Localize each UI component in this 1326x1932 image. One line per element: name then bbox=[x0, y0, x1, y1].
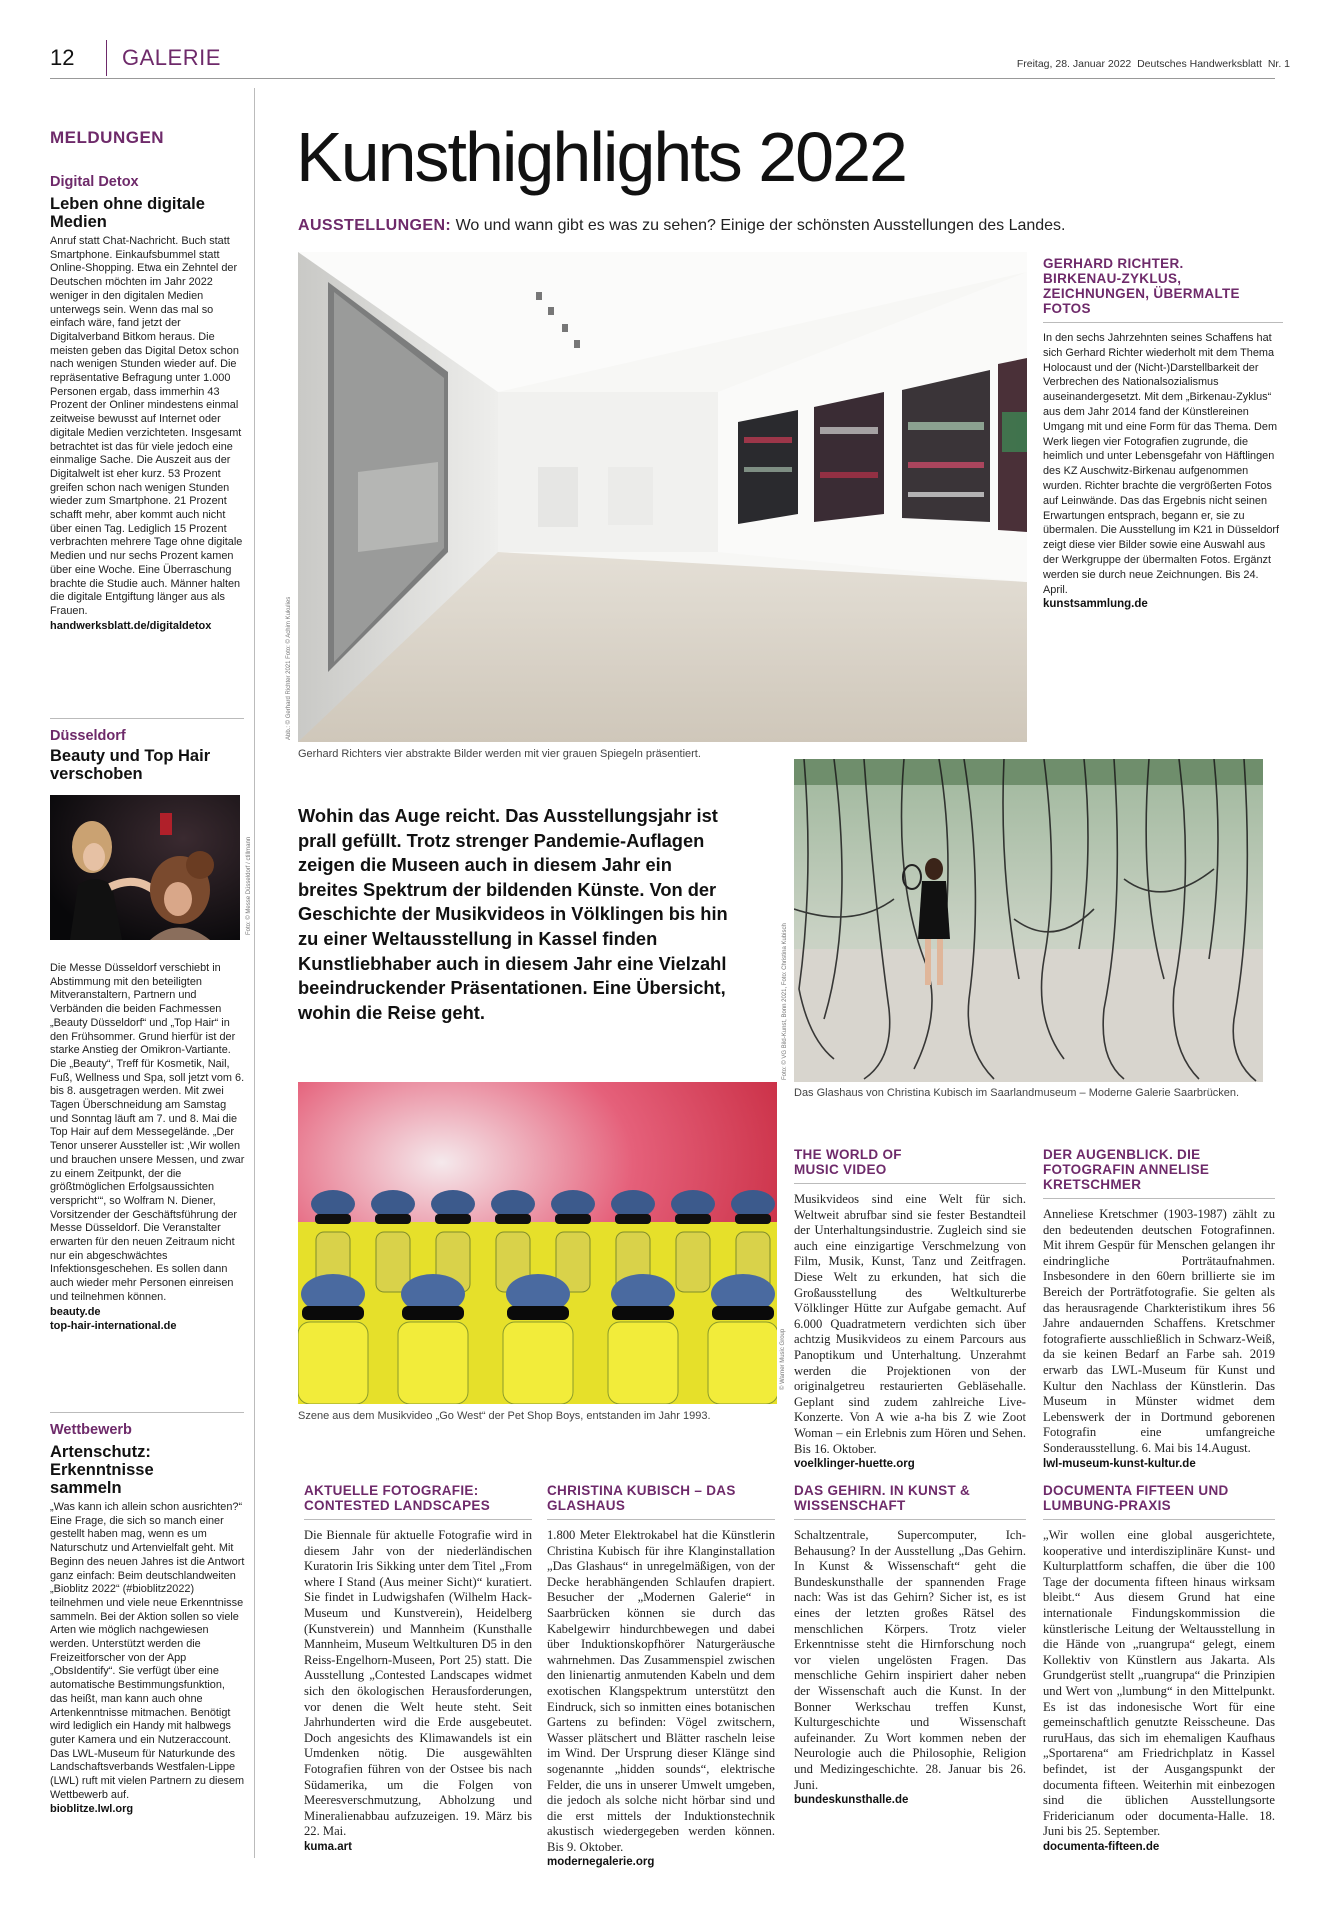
news-item-digital-detox bbox=[50, 174, 245, 633]
intro-text: Wohin das Auge reicht. Das Ausstellungsjahr ist prall gefüllt. Trotz strenger Pandemie-Auflagen zeigen die Museen auch in diesem Jahr ein breites Spektrum der bildenden Künste. Von der Geschichte der Musikvideos in Völklingen bis hin zu einer Weltausstellung in Kassel finden Kunstliebhaber auch in diesem Jahr eine Vielzahl beeindruckender Präsentationen. Eine Übersicht, wohin die Reise geht. bbox=[298, 805, 728, 1023]
richter-gallery-image bbox=[298, 252, 1027, 742]
sidebar-title: MELDUNGEN bbox=[50, 128, 165, 147]
beauty-photo bbox=[50, 795, 240, 940]
article-body: Musikvideos sind eine Welt für sich. Weltweit abrufbar sind sie fester Bestandteil der Unterhaltungsindustrie. Zugleich sind sie auch eine einzigartige Verschmelzung von Film, Musik, Kunst, Tanz und Zeitfragen. Diese Welt zu erkunden, hat sich die Großausstellung des Weltkulturerbe Völklinger Hütte zur Aufgabe gemacht. Auf 6.000 Quadratmetern verdichten sich über achtzig Musikvideos zu einem Parcours aus Panoptikum und Unterhaltung. Unzerahmt werden die Projektionen von der originalgetreu restaurierten Gebläsehalle. Geplant sind zudem zahlreiche Live-Konzerte. Von A wie a-ha bis Z wie Zoot Woman – ein Erlebnis zum Hören und Sehen. Bis 16. Oktober. bbox=[794, 1192, 1026, 1456]
article-heading: DAS GEHIRN. IN KUNST & WISSENSCHAFT bbox=[794, 1483, 971, 1513]
hairdresser-image bbox=[50, 795, 240, 940]
article-body: In den sechs Jahrzehnten seines Schaffens hat sich Gerhard Richter wiederholt mit dem Thema Holocaust und der (Nicht-)Darstellbarkeit der Verbrechen des Nationalsozialismus auseinandergesetzt. Mit dem „Birkenau-Zyklus“ aus dem Jahr 2014 fand der Künstlereinen Umgang mit und eine Form für das Thema. Dem Werk liegen vier Fotografien zugrunde, die heimlich und unter Lebensgefahr von Häftlingen des KZ Auschwitz-Birkenau aufgenommen wurden. Richter brachte die vergrößerten Fotos auf Leinwände. Das das Ergebnis nicht seinen Erwartungen entsprach, begann er, sie zu übermalen. Die Ausstellung im K21 in Düsseldorf zeigt diese vier Bilder sowie eine Auswahl aus der Werkgruppe der übermalten Fotos. Ergänzt werden sie durch neue Zeichnungen. Bis 24. April. bbox=[1043, 332, 1280, 596]
news-link[interactable]: handwerksblatt.de/digitaldetox bbox=[50, 619, 212, 632]
news-kicker: Düsseldorf bbox=[50, 728, 126, 744]
article-heading-rule bbox=[1043, 1198, 1275, 1199]
article-heading: GERHARD RICHTER. BIRKENAU-ZYKLUS, ZEICHNUNGEN, ÜBERMALTE FOTOS bbox=[1043, 256, 1240, 316]
beauty-photo-credit: Foto: © Messe Düsseldorf / ctillmann bbox=[246, 836, 252, 935]
section-title: GALERIE bbox=[122, 45, 221, 70]
article-body: „Wir wollen eine global ausgerichtete, kooperative und interdisziplinäre Kunst- und Kulturplattform schaffen, die über die 100 Tage der documenta fifteen hinaus wirksam bleibt.“ Aus diesem Grund hat eine internationale Findungskommission die künstlerische Leitung der Weltausstellung in die Hände von „ruangrupa“ gelegt, einem Kollektiv von Künstlern aus Jakarta. Als Grundgerüst stellt „ruangrupa“ die Prinzipien und Wert von „lumbung“ in den Mittelpunkt. Es ist das indonesische Wort für eine gemeinschaftlich genutzte Reisscheune. Das ruruHaus, das sich im ehemaligen Kaufhaus „Sportarena“ am Friedrichplatz in Kassel befindet, ist der Ausgangspunkt der documenta fifteen. Weiterhin mit einbezogen sind die üblichen Ausstellungsorte Fridericianum oder documenta-Halle. 18. Juni bis 25. September. bbox=[1043, 1528, 1275, 1839]
article-body: 1.800 Meter Elektrokabel hat die Künstlerin Christina Kubisch für ihre Klanginstallation „Das Glashaus“ in unregelmäßigen, von der Decke herabhängenden Schlaufen drapiert. Besucher der „Modernen Galerie“ in Saarbrücken können sie durch das Kabelgewirr hindurchbewegen und dabei über Induktionskopfhörer Naturgeräusche wahrnehmen. Das Zusammenspiel zwischen den linienartig anmutenden Kabeln und dem exotischen Klangspektrum unterstützt den Eindruck, sich so inmitten eines botanischen Gartens zu befinden: Vögel zwitschern, Wasser plätschert und Blätter rascheln leise im Wind. Der Ursprung dieser Klänge sind sogenannte „hidden sounds“, elektrische Felder, die uns in unserer Umwelt umgeben, die jedoch als solche nicht hörbar sind und die erst mittels der Induktionstechnik akustisch wiedergegeben werden können. Bis 9. Oktober. bbox=[547, 1528, 775, 1854]
news-kicker: Wettbewerb bbox=[50, 1422, 132, 1438]
page-number: 12 bbox=[50, 45, 75, 70]
article-documenta bbox=[1043, 1483, 1275, 1854]
news-headline: Beauty und Top Hair verschoben bbox=[50, 747, 211, 783]
glashaus-photo bbox=[794, 759, 1263, 1082]
header-rule bbox=[50, 78, 1275, 79]
dateline: Freitag, 28. Januar 2022 Deutsches Handwerksblatt Nr. 1 bbox=[1016, 58, 1290, 70]
gowest-photo-credit: © Warner Music Group bbox=[780, 1328, 786, 1390]
news-body: Die Messe Düsseldorf verschiebt in Abstimmung mit den beteiligten Mitveranstaltern, Partnern und Verbänden die beiden Fachmessen „Beauty Düsseldorf“ und „Top Hair“ in den Frühsommer. Grund hierfür ist der starke Anstieg der Omikron-Vartiante. Die „Beauty“, Treff für Kosmetik, Nail, Fuß, Wellness und Spa, soll jetzt vom 6. bis 8. ausgetragen werden. Mit zwei Tagen Überschneidung am Samstag und Sonntag läuft am 7. und 8. Mai die Top Hair auf dem Messegelände. „Der Tenor unserer Aussteller ist: ‚Wir wollen und brauchen unsere Messen, und zwar zu einem Zeitpunkt, der die größtmöglichen Erfolgsaussichten verspricht‘“, so Wolfram N. Diener, Vorsitzender der Geschäftsführung der Messe Düsseldorf. Die Veranstalter erwarten für den neuen Zeitraum nicht nur ein abgeschwächtes Infektionsgeschehen. Es sollen dann auch wieder mehr Personen einreisen und teilnehmen können. bbox=[50, 962, 245, 1303]
subtitle-label: AUSSTELLUNGEN: bbox=[298, 217, 452, 234]
news-body: „Was kann ich allein schon ausrichten?“ Eine Frage, die sich so manch einer gestellt haben mag, wenn es um Naturschutz und Artenvielfalt geht. Mit Beginn des neuen Jahres ist die Antwort ganz einfach: Beim deutschlandweiten „Bioblitz 2022“ (#bioblitz2022) teilnehmen und viele neue Erkenntnisse sammeln. Bei der Aktion sollen so viele Arten wie möglich nachgewiesen werden. Unterstützt werden die Freizeitforscher von der App „ObsIdentify“. Sie verfügt über eine automatische Bestimmungsfunktion, das heißt, man kann auch ohne Artenkenntnisse mitmachen. Benötigt wird lediglich ein Handy mit halbwegs guter Kamera und ein Nutzeraccount. Das LWL-Museum für Naturkunde des Landschaftsverbands Westfalen-Lippe (LWL) ruft mit vielen Partnern zu diesem Wettbewerb auf. bbox=[50, 1501, 245, 1801]
article-gehirn bbox=[794, 1483, 1026, 1808]
glashaus-photo-credit: Foto: © VG Bild-Kunst, Bonn 2021, Foto: Christina Kubisch bbox=[782, 923, 788, 1080]
news-link-tophair[interactable]: top-hair-international.de bbox=[50, 1319, 177, 1332]
article-link[interactable]: voelklinger-huette.org bbox=[794, 1458, 915, 1471]
gallery-photo-caption: Gerhard Richters vier abstrakte Bilder werden mit vier grauen Spiegeln präsentiert. bbox=[298, 748, 701, 760]
gallery-photo bbox=[298, 252, 1027, 742]
header-divider bbox=[106, 40, 107, 76]
article-heading-rule bbox=[304, 1519, 532, 1520]
article-heading: DER AUGENBLICK. DIE FOTOGRAFIN ANNELISE KRETSCHMER bbox=[1043, 1147, 1210, 1192]
article-link[interactable]: kunstsammlung.de bbox=[1043, 598, 1148, 611]
news-headline: Leben ohne digitale Medien bbox=[50, 195, 205, 231]
subtitle-text: Wo und wann gibt es was zu sehen? Einige der schönsten Ausstellungen des Landes. bbox=[455, 217, 1066, 234]
page-header bbox=[0, 0, 1326, 80]
article-body: Anneliese Kretschmer (1903-1987) zählt zu den bedeutenden deutschen Fotografinnen. Mit ihrem Gespür für Menschen gelangen ihr eindringliche Porträtaufnahmen. Insbesondere in den 60ern brillierte sie im Bereich der Porträtfotografie. Sie gelten als das herausragende Charkteristikum ihres 56 Jahre andauernden Schaffens. Kretschmer fotografierte ausschließlich in Schwarz-Weiß, da sie keinen Bedarf an Farbe sah. 2019 erwarb das LWL-Museum für Kunst und Kultur den Nachlass der Künstlerin. Das Museum in Münster widmet dem Lebenswerk der in Dortmund geborenen Fotografin eine umfangreiche Sonderausstellung. 6. Mai bis 14.August. bbox=[1043, 1207, 1275, 1455]
news-item-beauty bbox=[50, 728, 245, 783]
article-heading: DOCUMENTA FIFTEEN UND LUMBUNG-PRAXIS bbox=[1043, 1483, 1229, 1513]
gowest-photo-caption: Szene aus dem Musikvideo „Go West“ der Pet Shop Boys, entstanden im Jahr 1993. bbox=[298, 1410, 711, 1422]
news-link-beauty[interactable]: beauty.de bbox=[50, 1305, 101, 1318]
sidebar-rule bbox=[50, 1412, 244, 1413]
article-body: Die Biennale für aktuelle Fotografie wird in diesem Jahr von der niederländischen Kuratorin Iris Sikking unter dem Titel „From where I Stand (Aus meiner Sicht)“ kuratiert. Sie findet in Ludwigshafen (Wilhelm Hack-Museum und Kunstverein), Heidelberg (Kunstverein) und Mannheim (Kunsthalle Mannheim, Museum Weltkulturen D5 in den Reiss-Engelhorn-Museen, Port 25) statt. Die Ausstellung „Contested Landscapes widmet sich den ökologischen Herausforderungen, vor denen die Welt heute steht. Seit Jahrhunderten wird die Erde ausgebeutet. Doch angesichts des Klimawandels ist ein Umdenken nötig. Die ausgewählten Fotografien führen von der Ostsee bis nach Südamerika, um die Folgen von Meeresverschmutzung, Abholzung und Mineralienabbau aufzuzeigen. 19. März bis 22. Mai. bbox=[304, 1528, 532, 1839]
article-heading-rule bbox=[794, 1519, 1026, 1520]
article-heading: AKTUELLE FOTOGRAFIE: CONTESTED LANDSCAPES bbox=[304, 1483, 491, 1513]
page-title: Kunsthighlights 2022 bbox=[296, 118, 906, 196]
news-item-artenschutz bbox=[50, 1422, 245, 1817]
music-video-image bbox=[298, 1082, 777, 1404]
news-kicker: Digital Detox bbox=[50, 174, 139, 190]
article-heading-rule bbox=[547, 1519, 775, 1520]
article-richter bbox=[1043, 256, 1283, 612]
article-augenblick bbox=[1043, 1147, 1275, 1471]
article-link[interactable]: lwl-museum-kunst-kultur.de bbox=[1043, 1457, 1196, 1470]
article-link[interactable]: bundeskunsthalle.de bbox=[794, 1794, 909, 1807]
gallery-photo-credit: Abb.: © Gerhard Richter 2021 Foto: © Achim Kukulies bbox=[286, 596, 292, 740]
article-link[interactable]: documenta-fifteen.de bbox=[1043, 1840, 1160, 1853]
article-heading-rule bbox=[1043, 322, 1283, 323]
news-link[interactable]: bioblitze.lwl.org bbox=[50, 1803, 134, 1816]
subtitle bbox=[298, 216, 1066, 236]
news-headline: Artenschutz: Erkenntnisse sammeln bbox=[50, 1443, 154, 1497]
article-link[interactable]: modernegalerie.org bbox=[547, 1856, 655, 1869]
news-body: Anruf statt Chat-Nachricht. Buch statt Smartphone. Einkaufsbummel statt Online-Shopping. Etwa ein Zehntel der Deutschen möchten im Jahr 2022 weniger in den digitalen Medien unterwegs sein. Wenn das mal so einfach wäre, fand jetzt der Digitalverband Bitkom heraus. Die meisten geben das Digital Detox schon nach wenigen Stunden wieder auf. Die repräsentative Befragung unter 1.000 Personen ergab, dass immerhin 43 Prozent der Onliner mindestens einmal zeitweise bewusst auf Internet oder digitale Medien verzichteten. Insgesamt betrachtet ist das für viele jedoch eine einmalige Sache. Die Auszeit aus der Digitalwelt ist eher kurz. 53 Prozent greifen schon nach wenigen Stunden wieder zum Smartphone. 21 Prozent schafft mehr, aber kommt auch nicht über einen Tag. Lediglich 15 Prozent verbrachten mehrere Tage ohne digitale Medien und nur sechs Prozent kamen über eine Woche. Eine Überraschung brachte die Studie auch. Männer halten die digitale Entgiftung länger aus als Frauen. bbox=[50, 235, 243, 617]
article-fotografie bbox=[304, 1483, 532, 1854]
article-heading-rule bbox=[1043, 1519, 1275, 1520]
article-music-video bbox=[794, 1147, 1026, 1472]
sidebar-divider bbox=[254, 88, 255, 1858]
article-heading: THE WORLD OF MUSIC VIDEO bbox=[794, 1147, 902, 1177]
kubisch-installation-image bbox=[794, 759, 1263, 1082]
article-heading-rule bbox=[794, 1183, 1026, 1184]
gowest-photo bbox=[298, 1082, 777, 1404]
article-kubisch bbox=[547, 1483, 775, 1870]
article-heading: CHRISTINA KUBISCH – DAS GLASHAUS bbox=[547, 1483, 736, 1513]
glashaus-photo-caption: Das Glashaus von Christina Kubisch im Saarlandmuseum – Moderne Galerie Saarbrücken. bbox=[794, 1087, 1240, 1099]
sidebar-rule bbox=[50, 718, 244, 719]
article-link[interactable]: kuma.art bbox=[304, 1840, 352, 1853]
article-body: Schaltzentrale, Supercomputer, Ich-Behausung? In der Ausstellung „Das Gehirn. In Kunst & Wissenschaft“ geht die Bundeskunsthalle der spannenden Frage nach: Was ist das Gehirn? Sicher ist, es ist eines der letzten großes Rätsel des menschlichen Körpers. Trotz vieler Erkenntnisse steht die Hirnforschung noch vor vielen ungelösten Fragen. Das menschliche Gehirn inspiriert daher neben der Wissenschaft auch die Kunst. In der Bonner Werkschau treffen Kunst, Kulturgeschichte und Wissenschaft aufeinander. Zu Wort kommen neben der Neurologie auch die Philosophie, Religion und Medizingeschichte. 28. Januar bis 26. Juni. bbox=[794, 1528, 1026, 1792]
news-item-beauty-body bbox=[50, 962, 245, 1333]
